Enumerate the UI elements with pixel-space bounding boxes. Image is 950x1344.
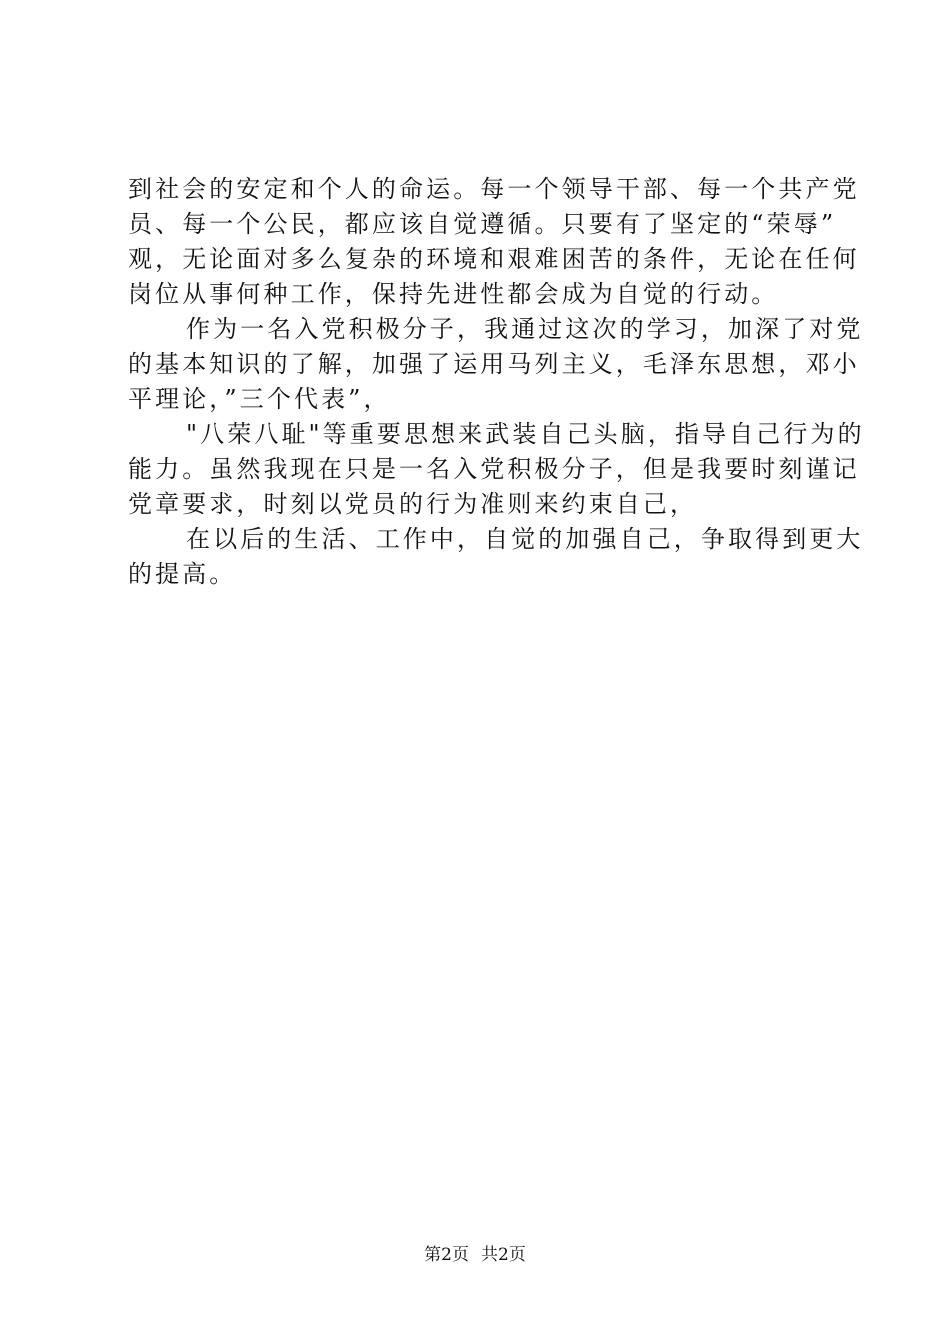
text-line: 作为一名入党积极分子，我通过这次的学习，加深了对党: [186, 315, 864, 343]
text-line: "八荣八耻"等重要思想来武装自己头脑，指导自己行为的: [186, 420, 865, 448]
page-footer: [0, 1243, 950, 1267]
body-text: [128, 172, 865, 592]
text-line: 能力。虽然我现在只是一名入党积极分子，但是我要时刻谨记: [128, 455, 860, 483]
text-line: 观，无论面对多么复杂的环境和艰难困苦的条件，无论在任何: [128, 245, 860, 273]
text-line: 的提高。: [128, 560, 237, 588]
text-line: 到社会的安定和个人的命运。每一个领导干部、每一个共产党: [128, 175, 860, 203]
page-total: 共2页: [481, 1245, 526, 1265]
text-line: 员、每一个公民，都应该自觉遵循。只要有了坚定的“荣辱”: [128, 210, 837, 238]
text-line: 的基本知识的了解，加强了运用马列主义，毛泽东思想，邓小: [128, 350, 860, 378]
text-line: 党章要求，时刻以党员的行为准则来约束自己，: [128, 490, 698, 518]
text-line: 在以后的生活、工作中，自觉的加强自己，争取得到更大: [186, 525, 864, 553]
page-number: 第2页: [424, 1245, 469, 1265]
text-line: 平理论，”三个代表”，: [128, 385, 391, 413]
text-line: 岗位从事何种工作，保持先进性都会成为自觉的行动。: [128, 280, 779, 308]
